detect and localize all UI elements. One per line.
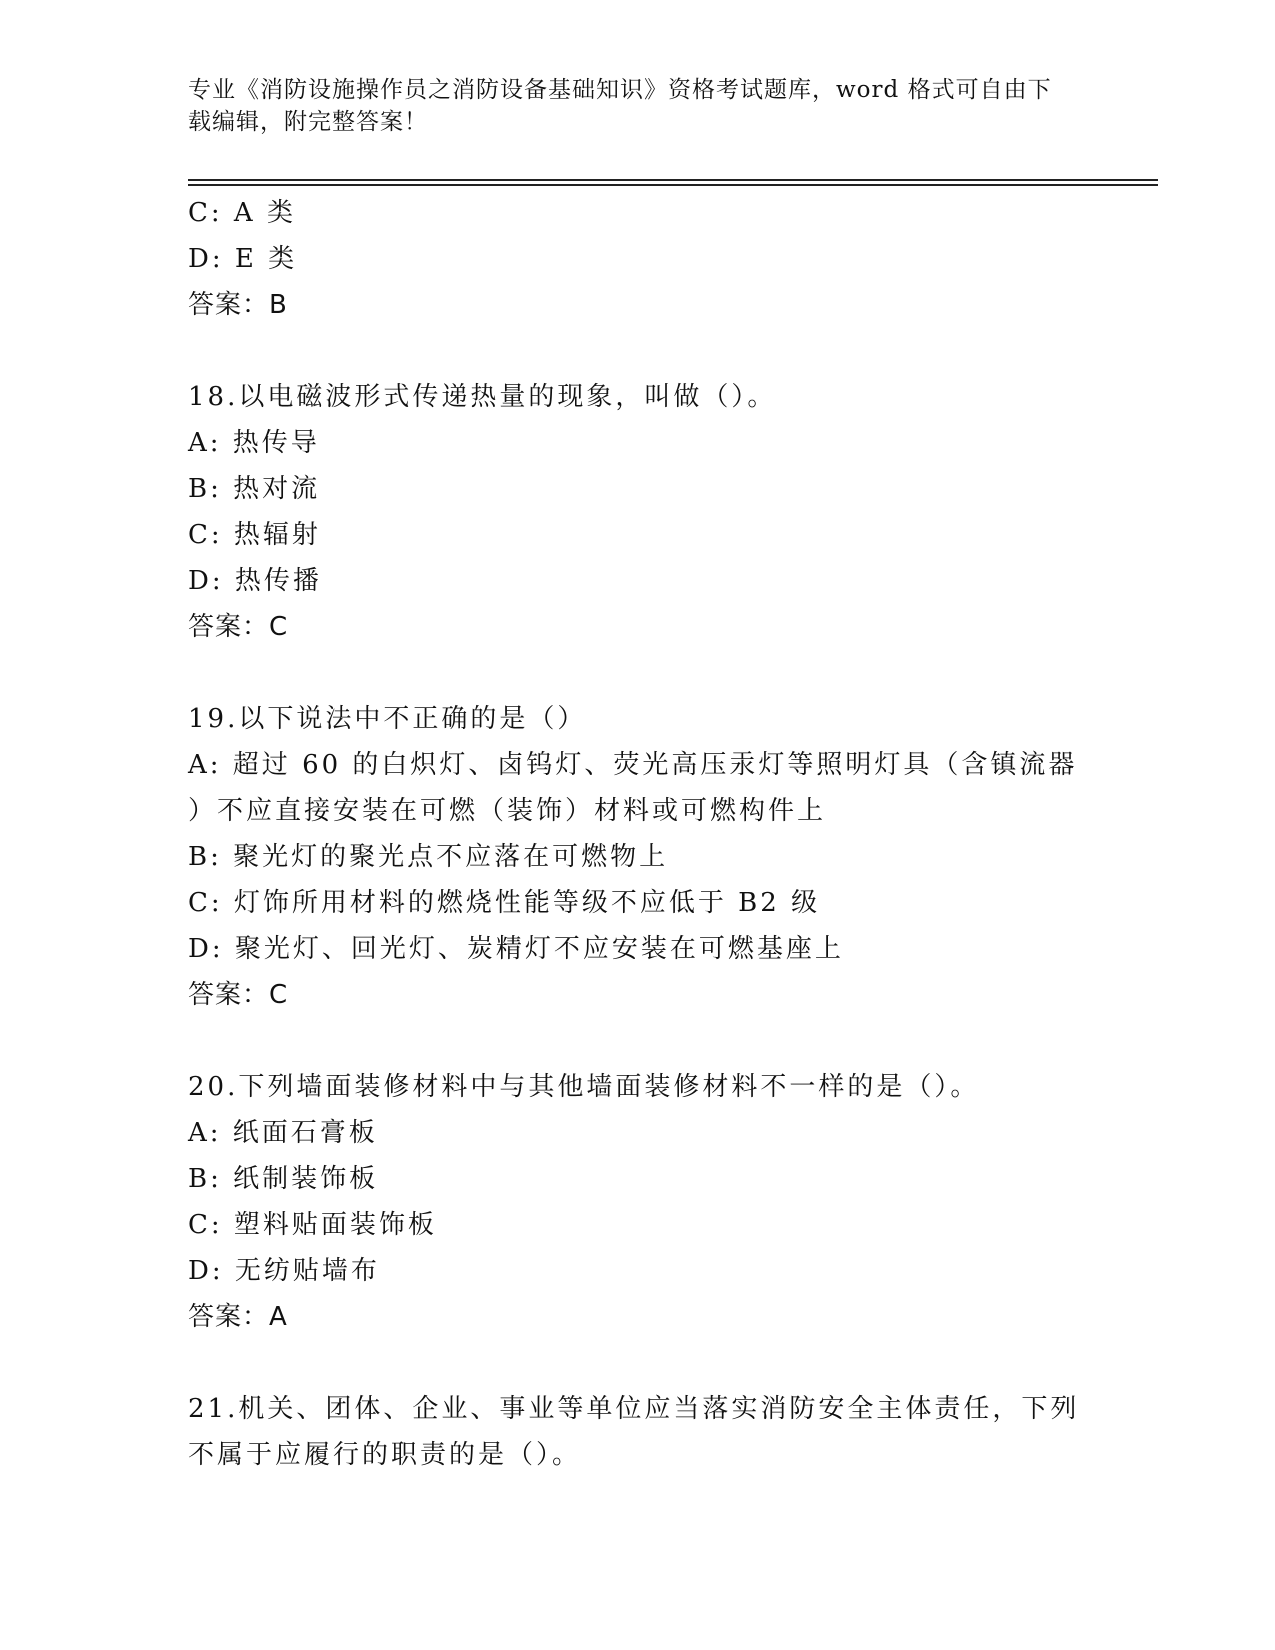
option-b: B: 纸制装饰板 xyxy=(188,1164,379,1194)
option-d: D: E 类 xyxy=(188,244,298,274)
spacer xyxy=(188,650,1088,696)
question-20 xyxy=(188,1064,1088,1340)
option-c: C: 灯饰所用材料的燃烧性能等级不应低于 B2 级 xyxy=(188,888,821,918)
header-line-1: 专业《消防设施操作员之消防设备基础知识》资格考试题库，word 格式可自由下 xyxy=(188,77,1052,103)
question-continued xyxy=(188,190,1088,328)
option-d: D: 热传播 xyxy=(188,566,322,596)
answer-line: 答案：C xyxy=(188,980,289,1010)
header-rule-bottom xyxy=(188,184,1158,186)
spacer xyxy=(188,1340,1088,1386)
option-a-continued: ）不应直接安装在可燃（装饰）材料或可燃构件上 xyxy=(188,796,827,826)
option-d: D: 聚光灯、回光灯、炭精灯不应安装在可燃基座上 xyxy=(188,934,844,964)
option-a: A: 超过 60 的白炽灯、卤钨灯、荧光高压汞灯等照明灯具（含镇流器 xyxy=(188,750,1078,780)
question-stem-continued: 不属于应履行的职责的是（）。 xyxy=(188,1440,582,1470)
question-21 xyxy=(188,1386,1088,1478)
answer-line: 答案：A xyxy=(188,1302,288,1332)
option-b: B: 热对流 xyxy=(188,474,321,504)
option-c: C: 塑料贴面装饰板 xyxy=(188,1210,437,1240)
header-line-2: 载编辑，附完整答案！ xyxy=(188,109,428,135)
question-stem: 20.下列墙面装修材料中与其他墙面装修材料不一样的是（）。 xyxy=(188,1072,980,1102)
question-18 xyxy=(188,374,1088,650)
question-stem: 18.以电磁波形式传递热量的现象，叫做（）。 xyxy=(188,382,777,412)
option-d: D: 无纺贴墙布 xyxy=(188,1256,380,1286)
option-c: C: A 类 xyxy=(188,198,296,228)
question-stem: 21.机关、团体、企业、事业等单位应当落实消防安全主体责任，下列 xyxy=(188,1394,1080,1424)
document-header xyxy=(188,74,1078,138)
option-b: B: 聚光灯的聚光点不应落在可燃物上 xyxy=(188,842,669,872)
answer-line: 答案：C xyxy=(188,612,289,642)
spacer xyxy=(188,328,1088,374)
question-19 xyxy=(188,696,1088,1018)
spacer xyxy=(188,1018,1088,1064)
option-c: C: 热辐射 xyxy=(188,520,321,550)
question-list xyxy=(188,190,1088,1478)
option-a: A: 热传导 xyxy=(188,428,320,458)
answer-line: 答案：B xyxy=(188,290,288,320)
option-a: A: 纸面石膏板 xyxy=(188,1118,378,1148)
header-rule-top xyxy=(188,179,1158,181)
question-stem: 19.以下说法中不正确的是（） xyxy=(188,704,587,734)
